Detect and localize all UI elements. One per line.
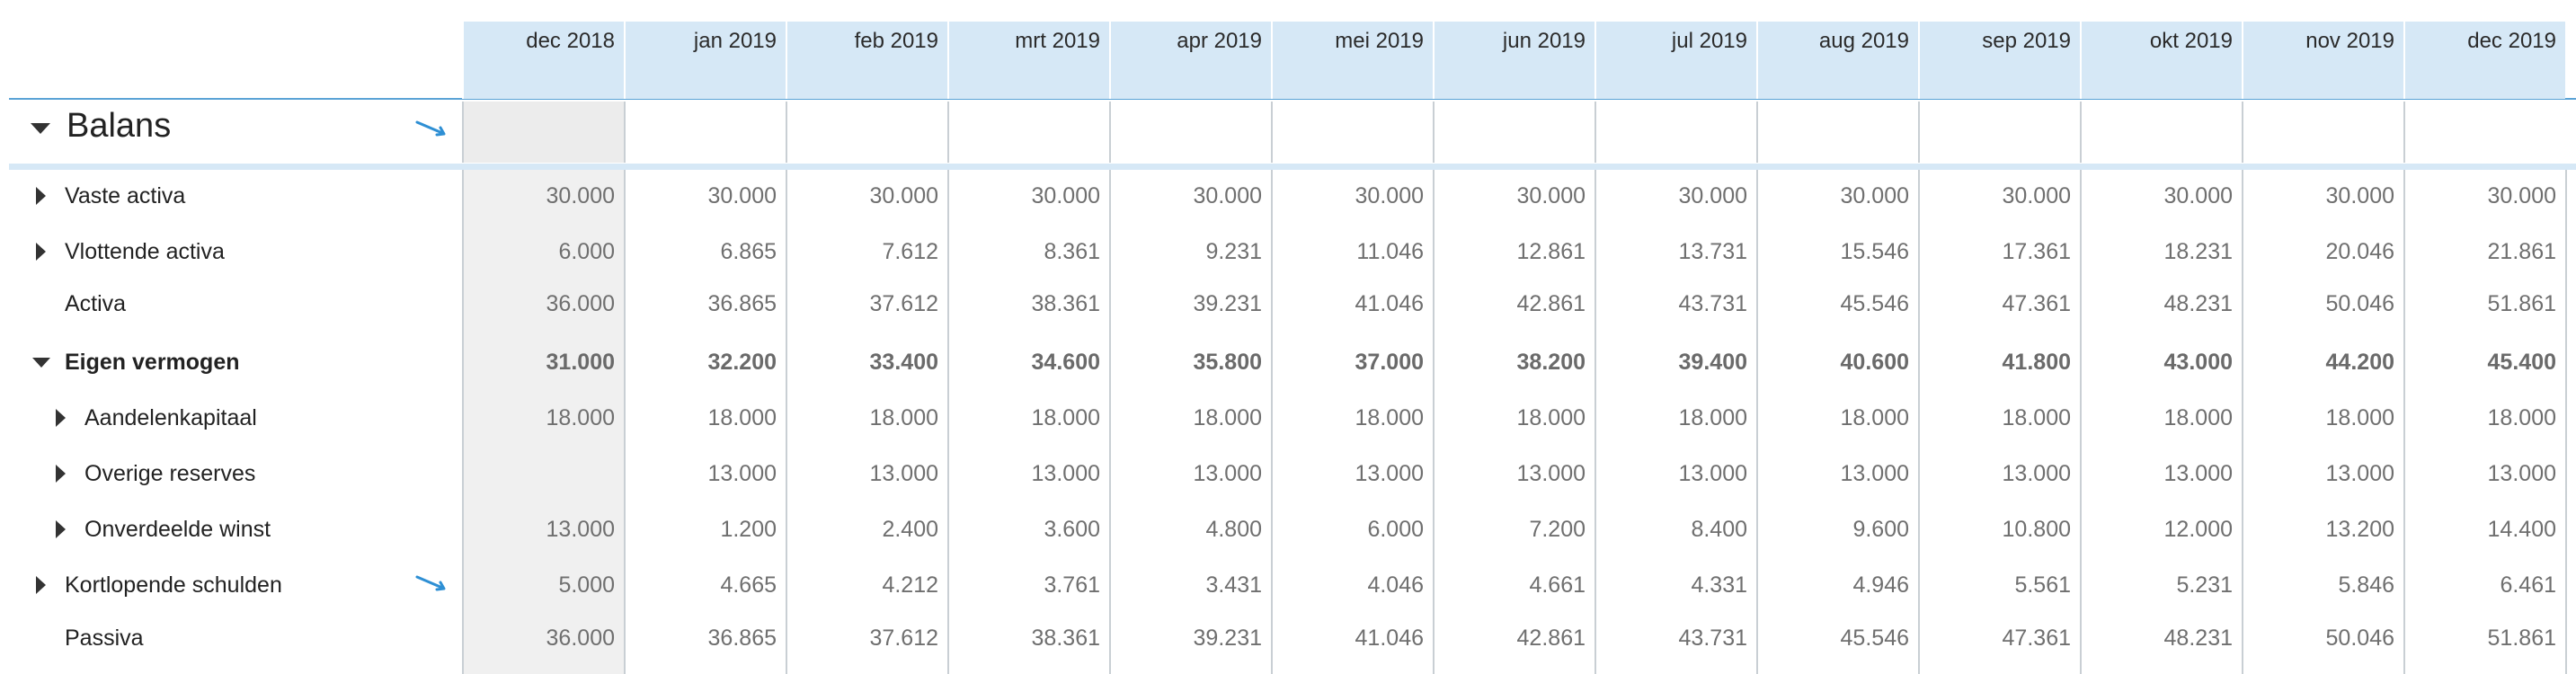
cell-value[interactable]: 3.431 [1205, 572, 1262, 598]
cell-value[interactable]: 13.731 [1678, 239, 1747, 264]
cell-value[interactable]: 12.861 [1516, 239, 1586, 264]
column-header[interactable]: apr 2019 [1109, 22, 1271, 99]
cell-value[interactable]: 30.000 [2487, 183, 2556, 208]
cell-value[interactable]: 2.400 [882, 517, 938, 542]
cell-value[interactable]: 13.000 [1678, 461, 1747, 486]
cell-value[interactable]: 18.000 [1193, 405, 1262, 430]
cell-value[interactable]: 30.000 [1355, 183, 1424, 208]
cell-value[interactable]: 30.000 [1840, 183, 1909, 208]
trend-arrow-icon[interactable] [413, 572, 449, 594]
cell-value[interactable]: 3.600 [1044, 517, 1100, 542]
cell-value[interactable]: 30.000 [1678, 183, 1747, 208]
cell-value[interactable]: 3.761 [1044, 572, 1100, 598]
cell-value[interactable]: 8.361 [1044, 239, 1100, 264]
cell-value[interactable]: 6.461 [2500, 572, 2556, 598]
cell-value[interactable]: 30.000 [2163, 183, 2233, 208]
caret-right-icon[interactable] [56, 465, 66, 483]
column-header[interactable]: okt 2019 [2080, 22, 2242, 99]
cell-value[interactable]: 45.400 [2487, 350, 2556, 375]
cell-value[interactable]: 38.361 [1031, 291, 1100, 316]
cell-value[interactable]: 9.231 [1205, 239, 1262, 264]
group-cell [1756, 102, 1918, 163]
row-label: Onverdeelde winst [84, 517, 271, 542]
cell-value[interactable]: 38.361 [1031, 625, 1100, 651]
cell-value[interactable]: 11.046 [1356, 239, 1424, 264]
cell-value[interactable]: 30.000 [1031, 183, 1100, 208]
row-label: Aandelenkapitaal [84, 405, 257, 430]
cell-value[interactable]: 34.600 [1031, 350, 1100, 375]
cell-value[interactable]: 13.000 [1193, 461, 1262, 486]
cell-value[interactable]: 35.800 [1193, 350, 1262, 375]
cell-value[interactable]: 47.361 [2002, 625, 2071, 651]
cell-value[interactable]: 30.000 [707, 183, 777, 208]
cell-value[interactable]: 8.400 [1691, 517, 1747, 542]
group-cell [2242, 102, 2403, 163]
cell-value[interactable]: 5.231 [2176, 572, 2233, 598]
cell-value[interactable]: 36.000 [546, 291, 615, 316]
column-header[interactable]: feb 2019 [786, 22, 947, 99]
column-divider [462, 170, 464, 674]
cell-value[interactable]: 39.400 [1678, 350, 1747, 375]
cell-value[interactable]: 30.000 [1516, 183, 1586, 208]
cell-value[interactable]: 7.200 [1529, 517, 1586, 542]
column-divider [1918, 170, 1920, 674]
cell-value[interactable]: 14.400 [2487, 517, 2556, 542]
group-cell [2403, 102, 2565, 163]
cell-value[interactable]: 39.231 [1193, 625, 1262, 651]
column-header[interactable]: jan 2019 [624, 22, 786, 99]
cell-value[interactable]: 45.546 [1840, 291, 1909, 316]
cell-value[interactable]: 43.731 [1678, 625, 1747, 651]
column-divider [786, 170, 787, 674]
column-header[interactable]: aug 2019 [1756, 22, 1918, 99]
column-header[interactable]: jun 2019 [1433, 22, 1594, 99]
group-cell [2080, 102, 2242, 163]
column-divider [2080, 170, 2082, 674]
group-cell [462, 102, 624, 163]
row-label: Vaste activa [65, 183, 186, 208]
cell-value[interactable]: 36.865 [707, 625, 777, 651]
cell-value[interactable]: 33.400 [869, 350, 938, 375]
column-header[interactable]: dec 2018 [462, 22, 624, 99]
cell-value[interactable]: 18.000 [1678, 405, 1747, 430]
cell-value[interactable]: 6.000 [1367, 517, 1424, 542]
cell-value[interactable]: 36.865 [707, 291, 777, 316]
cell-value[interactable]: 20.046 [2325, 239, 2394, 264]
column-divider [947, 170, 949, 674]
cell-value[interactable]: 13.200 [2325, 517, 2394, 542]
row-label: Eigen vermogen [65, 350, 240, 375]
column-divider [1109, 170, 1111, 674]
cell-value[interactable]: 18.000 [2163, 405, 2233, 430]
cell-value[interactable]: 18.000 [2002, 405, 2071, 430]
cell-value[interactable]: 45.546 [1840, 625, 1909, 651]
caret-down-icon[interactable] [31, 123, 50, 134]
column-header[interactable]: sep 2019 [1918, 22, 2080, 99]
group-separator [9, 164, 2576, 170]
cell-value[interactable]: 43.000 [2163, 350, 2233, 375]
column-divider [2242, 170, 2243, 674]
cell-value[interactable]: 5.561 [2014, 572, 2071, 598]
cell-value[interactable]: 18.000 [1840, 405, 1909, 430]
column-divider [2565, 170, 2567, 674]
cell-value[interactable]: 18.000 [1355, 405, 1424, 430]
cell-value[interactable]: 13.000 [2002, 461, 2071, 486]
caret-right-icon[interactable] [56, 409, 66, 427]
caret-right-icon[interactable] [36, 243, 46, 261]
cell-value[interactable]: 30.000 [2002, 183, 2071, 208]
group-row-balans[interactable] [9, 102, 462, 163]
cell-value[interactable]: 4.046 [1367, 572, 1424, 598]
cell-value[interactable]: 13.000 [707, 461, 777, 486]
cell-value[interactable]: 6.865 [720, 239, 777, 264]
group-cell [1594, 102, 1756, 163]
cell-value[interactable]: 13.000 [2325, 461, 2394, 486]
group-cell [786, 102, 947, 163]
column-header[interactable]: nov 2019 [2242, 22, 2403, 99]
cell-value[interactable]: 41.800 [2002, 350, 2071, 375]
cell-value[interactable]: 21.861 [2487, 239, 2556, 264]
group-cell [947, 102, 1109, 163]
cell-value[interactable]: 37.612 [869, 291, 938, 316]
cell-value[interactable]: 4.212 [882, 572, 938, 598]
row-label: Activa [65, 291, 127, 316]
cell-value[interactable]: 38.200 [1516, 350, 1586, 375]
row-label: Overige reserves [84, 461, 256, 486]
cell-value[interactable]: 18.000 [546, 405, 615, 430]
cell-value[interactable]: 30.000 [1193, 183, 1262, 208]
cell-value[interactable]: 4.665 [720, 572, 777, 598]
cell-value[interactable]: 7.612 [882, 239, 938, 264]
cell-value[interactable]: 37.000 [1355, 350, 1424, 375]
caret-right-icon[interactable] [36, 576, 46, 594]
cell-value[interactable]: 13.000 [2163, 461, 2233, 486]
cell-value[interactable]: 13.000 [1355, 461, 1424, 486]
cell-value[interactable]: 51.861 [2487, 625, 2556, 651]
cell-value[interactable]: 13.000 [1840, 461, 1909, 486]
group-cell [1271, 102, 1433, 163]
cell-value[interactable]: 18.000 [1516, 405, 1586, 430]
cell-value[interactable]: 13.000 [869, 461, 938, 486]
caret-down-icon[interactable] [32, 358, 50, 368]
cell-value[interactable]: 30.000 [546, 183, 615, 208]
trend-arrow-icon[interactable] [413, 118, 449, 139]
cell-value[interactable]: 32.200 [707, 350, 777, 375]
cell-value[interactable]: 13.000 [1516, 461, 1586, 486]
cell-value[interactable]: 47.361 [2002, 291, 2071, 316]
cell-value[interactable]: 13.000 [2487, 461, 2556, 486]
cell-value[interactable]: 39.231 [1193, 291, 1262, 316]
cell-value[interactable]: 37.612 [869, 625, 938, 651]
column-divider [2403, 170, 2405, 674]
cell-value[interactable]: 18.000 [2325, 405, 2394, 430]
cell-value[interactable]: 9.600 [1852, 517, 1909, 542]
cell-value[interactable]: 30.000 [869, 183, 938, 208]
cell-value[interactable]: 41.046 [1355, 291, 1424, 316]
cell-value[interactable]: 51.861 [2487, 291, 2556, 316]
cell-value[interactable]: 43.731 [1678, 291, 1747, 316]
cell-value[interactable]: 15.546 [1840, 239, 1909, 264]
column-header[interactable]: dec 2019 [2403, 22, 2565, 99]
cell-value[interactable]: 48.231 [2163, 625, 2233, 651]
cell-value[interactable]: 50.046 [2325, 625, 2394, 651]
column-divider [1271, 170, 1273, 674]
cell-value[interactable]: 31.000 [546, 350, 615, 375]
cell-value[interactable]: 50.046 [2325, 291, 2394, 316]
column-header[interactable]: jul 2019 [1594, 22, 1756, 99]
group-cell [1918, 102, 2080, 163]
cell-value[interactable]: 10.800 [2002, 517, 2071, 542]
cell-value[interactable]: 4.800 [1205, 517, 1262, 542]
cell-value[interactable]: 5.846 [2338, 572, 2394, 598]
cell-value[interactable]: 5.000 [558, 572, 615, 598]
row-label: Kortlopende schulden [65, 572, 282, 598]
cell-value[interactable]: 44.200 [2325, 350, 2394, 375]
cell-value[interactable]: 13.000 [546, 517, 615, 542]
group-cell [624, 102, 786, 163]
caret-right-icon[interactable] [36, 187, 46, 205]
column-divider [1594, 170, 1596, 674]
cell-value[interactable]: 30.000 [2325, 183, 2394, 208]
cell-value[interactable]: 4.661 [1529, 572, 1586, 598]
cell-value[interactable]: 4.946 [1852, 572, 1909, 598]
cell-value[interactable]: 12.000 [2163, 517, 2233, 542]
group-cell [1109, 102, 1271, 163]
caret-right-icon[interactable] [56, 520, 66, 538]
row-label: Passiva [65, 625, 144, 651]
cell-value[interactable]: 36.000 [546, 625, 615, 651]
column-divider [1433, 170, 1435, 674]
cell-value[interactable]: 17.361 [2002, 239, 2071, 264]
cell-value[interactable]: 18.000 [869, 405, 938, 430]
cell-value[interactable]: 40.600 [1840, 350, 1909, 375]
column-divider [1756, 170, 1758, 674]
cell-value[interactable]: 41.046 [1355, 625, 1424, 651]
cell-value[interactable]: 42.861 [1516, 291, 1586, 316]
cell-value[interactable]: 13.000 [1031, 461, 1100, 486]
row-label: Vlottende activa [65, 239, 225, 264]
column-divider [624, 170, 626, 674]
group-cell [1433, 102, 1594, 163]
cell-value[interactable]: 18.000 [1031, 405, 1100, 430]
cell-value[interactable]: 18.231 [2163, 239, 2233, 264]
cell-value[interactable]: 6.000 [558, 239, 615, 264]
column-header[interactable]: mrt 2019 [947, 22, 1109, 99]
column-header[interactable]: mei 2019 [1271, 22, 1433, 99]
cell-value[interactable]: 18.000 [2487, 405, 2556, 430]
cell-value[interactable]: 48.231 [2163, 291, 2233, 316]
cell-value[interactable]: 18.000 [707, 405, 777, 430]
group-title: Balans [67, 107, 172, 145]
cell-value[interactable]: 4.331 [1691, 572, 1747, 598]
cell-value[interactable]: 42.861 [1516, 625, 1586, 651]
cell-value[interactable]: 1.200 [720, 517, 777, 542]
